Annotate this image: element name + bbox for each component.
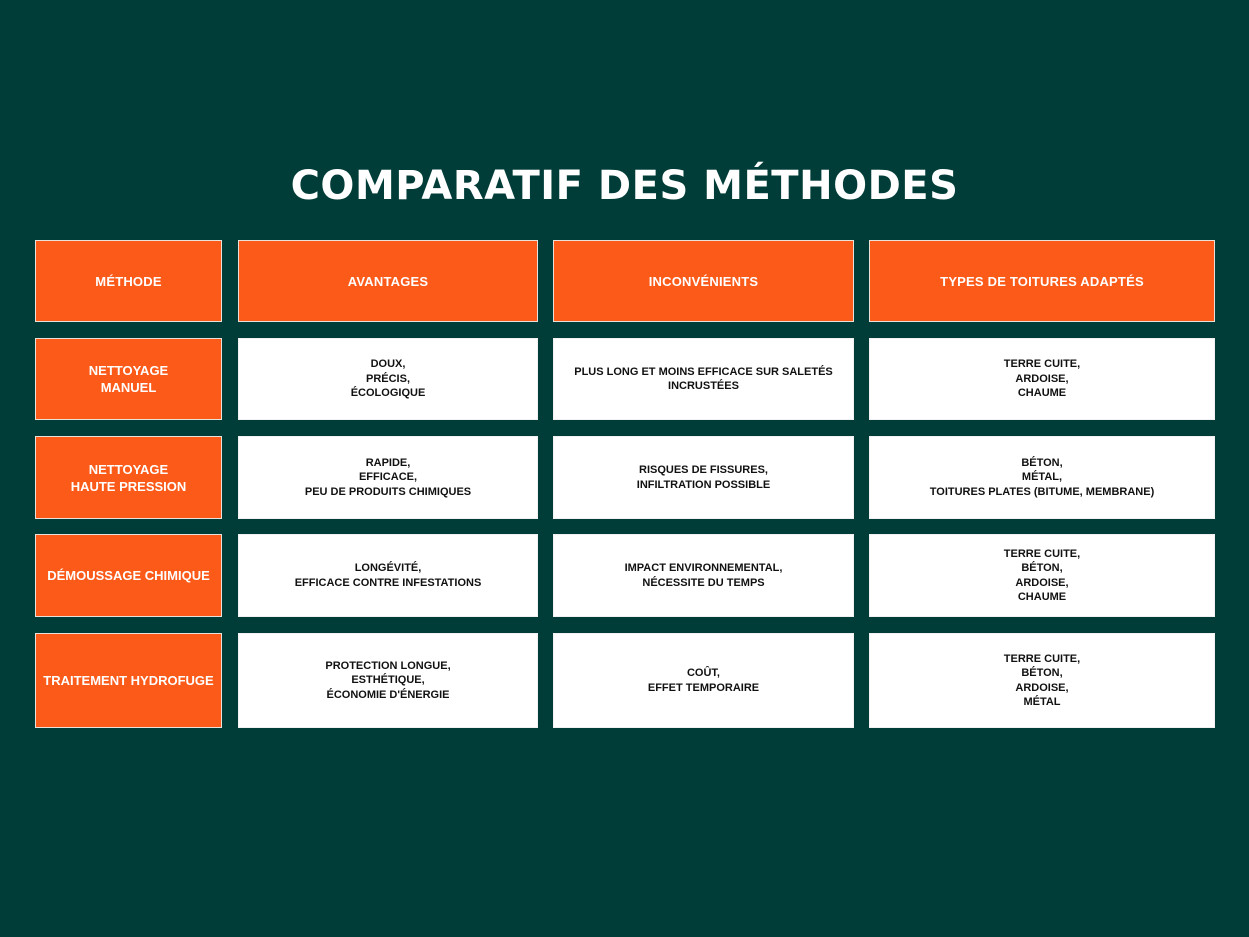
method-label-line: HAUTE PRESSION <box>70 478 187 494</box>
advantage-line: PEU DE PRODUITS CHIMIQUES <box>304 485 472 498</box>
advantages-cell <box>238 436 538 519</box>
roof-type-line: TERRE CUITE, <box>1003 652 1081 665</box>
drawbacks-cell <box>553 534 854 617</box>
drawback-line: EFFET TEMPORAIRE <box>647 681 760 694</box>
drawback-line: NÉCESSITE DU TEMPS <box>642 576 765 589</box>
drawback-line: IMPACT ENVIRONNEMENTAL, <box>624 562 783 574</box>
header-roof-types: TYPES DE TOITURES ADAPTÉS <box>869 240 1215 322</box>
advantages-cell <box>238 338 538 420</box>
method-label <box>35 338 222 420</box>
roof-type-line: ARDOISE, <box>1015 372 1069 385</box>
roof-type-line: BÉTON, <box>1021 456 1063 469</box>
roof-type-line: MÉTAL <box>1023 696 1061 708</box>
roof-type-line: BÉTON, <box>1021 667 1063 679</box>
drawbacks-cell <box>553 436 854 519</box>
method-label-line: MANUEL <box>100 380 157 395</box>
roof-type-line: ARDOISE, <box>1015 576 1069 589</box>
drawback-line: PLUS LONG ET MOINS EFFICACE SUR SALETÉS <box>574 365 833 378</box>
roof-type-line: TERRE CUITE, <box>1003 547 1081 560</box>
method-label <box>35 436 222 519</box>
drawback-line: INFILTRATION POSSIBLE <box>636 478 771 491</box>
advantage-line: RAPIDE, <box>365 456 411 469</box>
roof-type-line: CHAUME <box>1017 591 1067 603</box>
roof-type-line: MÉTAL, <box>1021 471 1063 484</box>
header-drawbacks: INCONVÉNIENTS <box>553 240 854 322</box>
advantage-line: ÉCONOMIE D'ÉNERGIE <box>326 688 450 701</box>
drawback-line: COÛT, <box>686 667 720 679</box>
advantage-line: LONGÉVITÉ, <box>354 562 422 574</box>
method-label-line: NETTOYAGE <box>88 363 169 378</box>
advantage-line: ÉCOLOGIQUE <box>350 387 426 400</box>
advantage-line: DOUX, <box>370 358 406 371</box>
header-advantages: AVANTAGES <box>238 240 538 322</box>
method-label <box>35 534 222 617</box>
advantages-cell <box>238 534 538 617</box>
page-title: COMPARATIF DES MÉTHODES <box>290 163 959 209</box>
method-label-line: NETTOYAGE <box>88 461 169 477</box>
roof-type-line: BÉTON, <box>1021 562 1063 574</box>
drawback-line: RISQUES DE FISSURES, <box>639 464 768 476</box>
advantage-line: PROTECTION LONGUE, <box>325 659 451 672</box>
advantage-line: EFFICACE CONTRE INFESTATIONS <box>294 576 482 589</box>
method-label-line: TRAITEMENT HYDROFUGE <box>43 673 214 688</box>
roof-types-cell <box>869 436 1215 519</box>
drawbacks-cell <box>553 338 854 420</box>
method-label-line: DÉMOUSSAGE CHIMIQUE <box>47 568 210 583</box>
roof-types-cell <box>869 338 1215 420</box>
header-method: MÉTHODE <box>35 240 222 322</box>
advantages-cell <box>238 633 538 728</box>
method-label <box>35 633 222 728</box>
advantage-line: ESTHÉTIQUE, <box>351 674 425 687</box>
roof-type-line: TOITURES PLATES (BITUME, MEMBRANE) <box>929 485 1155 498</box>
advantage-line: PRÉCIS, <box>365 372 410 385</box>
roof-types-cell <box>869 633 1215 728</box>
roof-type-line: CHAUME <box>1017 387 1067 400</box>
roof-types-cell <box>869 534 1215 617</box>
drawback-line: INCRUSTÉES <box>668 380 739 392</box>
roof-type-line: ARDOISE, <box>1015 681 1069 694</box>
roof-type-line: TERRE CUITE, <box>1003 358 1081 371</box>
drawbacks-cell <box>553 633 854 728</box>
advantage-line: EFFICACE, <box>358 471 418 484</box>
